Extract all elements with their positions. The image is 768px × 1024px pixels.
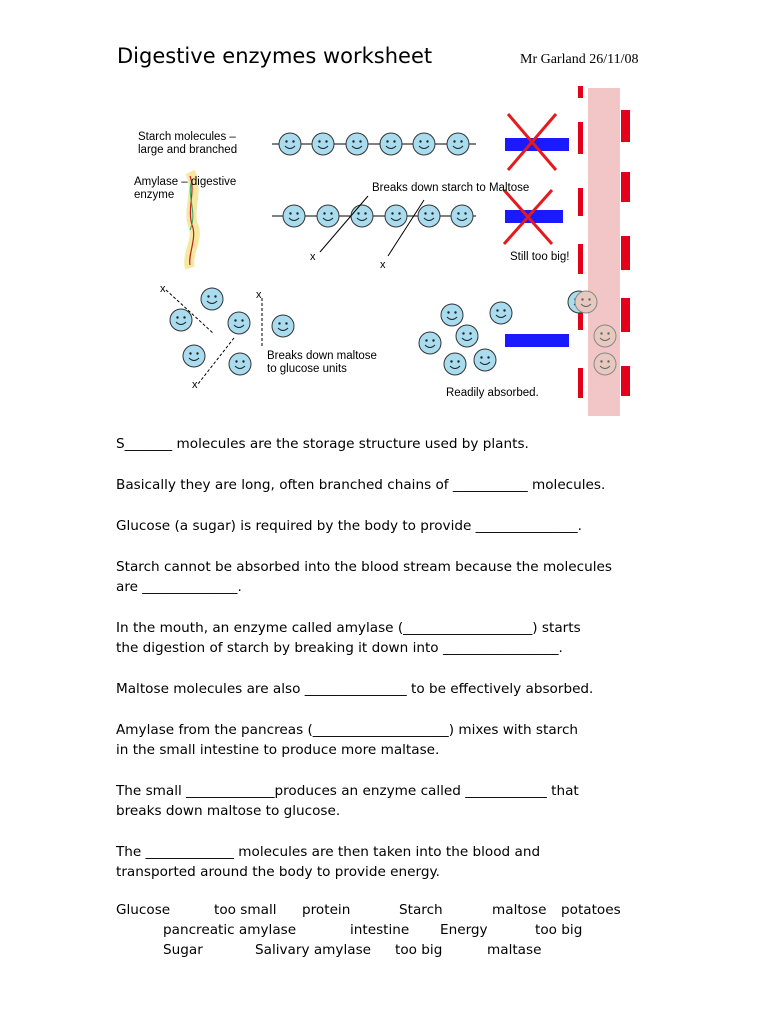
question: In the mouth, an enzyme called amylase (___________________) starts the digestion of starch by breaking it down into _________________. xyxy=(116,620,581,656)
still-too-big-label: Still too big! xyxy=(510,251,570,263)
word-bank-item: Energy xyxy=(440,922,488,938)
word-bank-item: potatoes xyxy=(561,902,621,918)
digestion-diagram xyxy=(0,0,768,430)
word-bank-item: Starch xyxy=(399,902,443,918)
starch-chain xyxy=(272,133,476,155)
svg-text:x: x xyxy=(160,283,166,295)
question: Basically they are long, often branched chains of ___________ molecules. xyxy=(116,477,606,493)
svg-text:x: x xyxy=(310,251,316,263)
question: S_______ molecules are the storage structure used by plants. xyxy=(116,436,529,452)
readily-absorbed-label: Readily absorbed. xyxy=(446,387,539,399)
amylase-label: Amylase – digestive enzyme xyxy=(134,176,237,201)
word-bank-item: maltase xyxy=(487,942,542,958)
word-bank-item: Salivary amylase xyxy=(255,942,372,958)
word-bank-item: Sugar xyxy=(163,942,203,958)
word-bank-item: too small xyxy=(214,902,277,918)
question: Maltose molecules are also _______________ to be effectively absorbed. xyxy=(116,681,594,697)
word-bank-item: intestine xyxy=(350,922,410,938)
word-bank-item: Glucose xyxy=(116,902,171,918)
word-bank-item: protein xyxy=(302,902,351,918)
word-bank-item: too big xyxy=(395,942,443,958)
page-title: Digestive enzymes worksheet xyxy=(117,44,433,68)
author-date: Mr Garland 26/11/08 xyxy=(520,52,639,67)
question: Starch cannot be absorbed into the blood stream because the molecules are ______________. xyxy=(116,559,612,595)
absorption-block xyxy=(505,334,569,347)
maltose-chain xyxy=(272,196,476,271)
glucose-units xyxy=(419,291,616,375)
svg-text:x: x xyxy=(192,379,198,391)
word-bank-item: too big xyxy=(535,922,583,938)
svg-text:x: x xyxy=(256,289,262,301)
word-bank-item: pancreatic amylase xyxy=(163,922,297,938)
word-bank-item: maltose xyxy=(492,902,547,918)
starch-label: Starch molecules – large and branched xyxy=(138,131,238,156)
question: The _____________ molecules are then taken into the blood and transported around the body to provide energy. xyxy=(116,844,541,880)
breaks-maltose-label: Breaks down maltose to glucose units xyxy=(267,350,377,375)
question: Amylase from the pancreas (____________________) mixes with starch in the small intestine to produce more maltase. xyxy=(116,722,579,758)
breaks-starch-label: Breaks down starch to Maltose xyxy=(372,182,530,194)
question: Glucose (a sugar) is required by the body to provide _______________. xyxy=(116,518,582,534)
svg-text:x: x xyxy=(380,259,386,271)
question: The small _____________produces an enzyme called ____________ that breaks down maltose to glucose. xyxy=(116,783,579,819)
